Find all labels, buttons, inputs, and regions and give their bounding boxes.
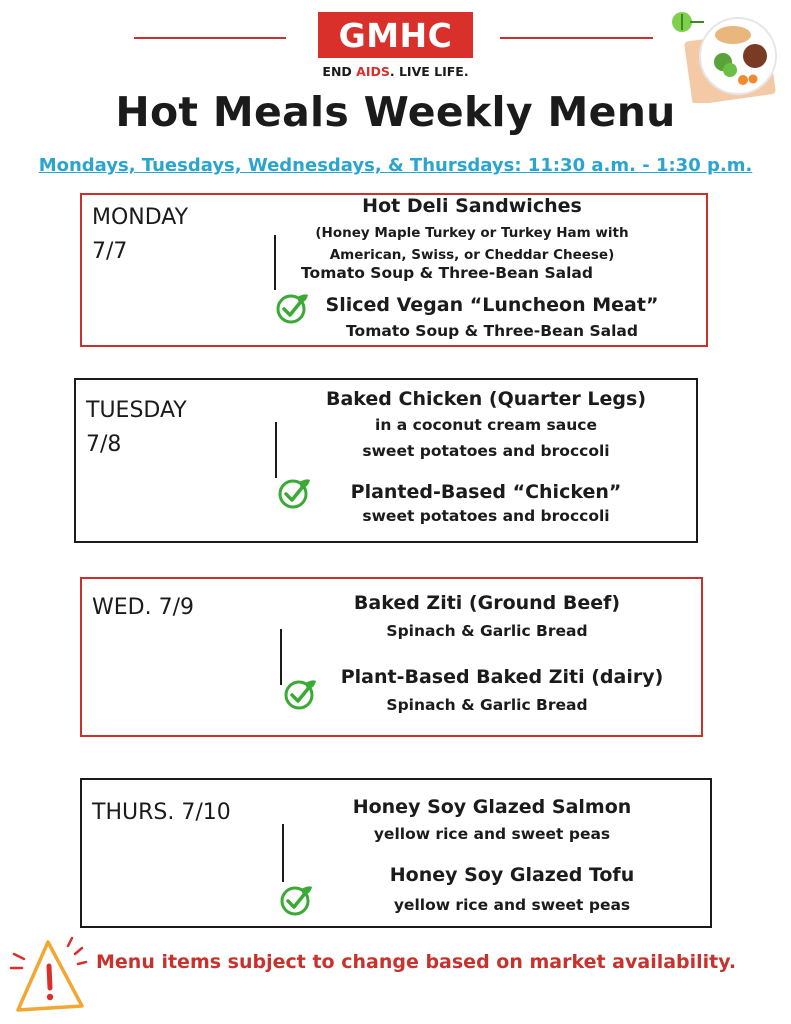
main-dish-sides: Spinach & Garlic Bread	[386, 622, 588, 640]
main-dish-title: Hot Deli Sandwiches	[362, 195, 582, 217]
alt-dish-title: Plant-Based Baked Ziti (dairy)	[340, 666, 664, 688]
day-name: WED. 7/9	[92, 595, 194, 620]
check-leaf-icon	[275, 291, 309, 325]
day-label	[92, 591, 194, 625]
main-dish-sides: Tomato Soup & Three-Bean Salad	[301, 264, 593, 282]
main-dish-detail: American, Swiss, or Cheddar Cheese)	[329, 247, 615, 263]
main-dish-sides: yellow rice and sweet peas	[373, 825, 611, 843]
day-name: TUESDAY	[86, 398, 187, 423]
main-dish-title: Baked Chicken (Quarter Legs)	[325, 388, 647, 410]
day-date: 7/7	[92, 239, 128, 264]
alt-dish-title: Honey Soy Glazed Tofu	[389, 864, 635, 886]
main-dish-detail: in a coconut cream sauce	[375, 416, 597, 434]
day-label	[86, 394, 187, 462]
day-card-tuesday	[74, 378, 698, 543]
availability-notice: Menu items subject to change based on market availability.	[96, 951, 737, 973]
divider-line	[282, 824, 284, 882]
day-label	[92, 796, 231, 830]
header-rule-left	[134, 37, 286, 39]
day-card-monday	[80, 193, 708, 347]
day-card-wednesday	[80, 577, 703, 737]
header-rule-right	[500, 37, 653, 39]
page-title: Hot Meals Weekly Menu	[115, 88, 676, 136]
main-dish-sides: sweet potatoes and broccoli	[362, 442, 610, 460]
alt-dish-title: Planted-Based “Chicken”	[350, 481, 622, 503]
gmhc-logo	[318, 12, 473, 58]
tagline-part-3: . LIVE LIFE.	[389, 64, 469, 79]
day-label	[92, 201, 188, 269]
alt-dish-sides: yellow rice and sweet peas	[393, 896, 631, 914]
warning-icon	[8, 932, 92, 1016]
alt-dish-sides: Tomato Soup & Three-Bean Salad	[346, 322, 638, 340]
day-name: THURS. 7/10	[92, 800, 231, 825]
main-dish-title: Baked Ziti (Ground Beef)	[353, 592, 621, 614]
tagline-part-1: END	[322, 64, 357, 79]
schedule-link[interactable]: Mondays, Tuesdays, Wednesdays, & Thursdays: 11:30 a.m. - 1:30 p.m.	[38, 155, 753, 176]
day-name: MONDAY	[92, 205, 189, 230]
check-leaf-icon	[277, 476, 311, 510]
tagline	[318, 64, 473, 79]
alt-dish-title: Sliced Vegan “Luncheon Meat”	[325, 294, 659, 316]
alt-dish-sides: sweet potatoes and broccoli	[362, 507, 610, 525]
day-date: 7/8	[86, 432, 122, 457]
main-dish-detail: (Honey Maple Turkey or Turkey Ham with	[315, 225, 629, 241]
main-dish-title: Honey Soy Glazed Salmon	[352, 796, 632, 818]
tagline-part-2: AIDS	[356, 64, 390, 79]
check-leaf-icon	[279, 883, 313, 917]
logo-text: GMHC	[338, 15, 453, 55]
day-card-thursday	[80, 778, 712, 928]
alt-dish-sides: Spinach & Garlic Bread	[386, 696, 588, 714]
